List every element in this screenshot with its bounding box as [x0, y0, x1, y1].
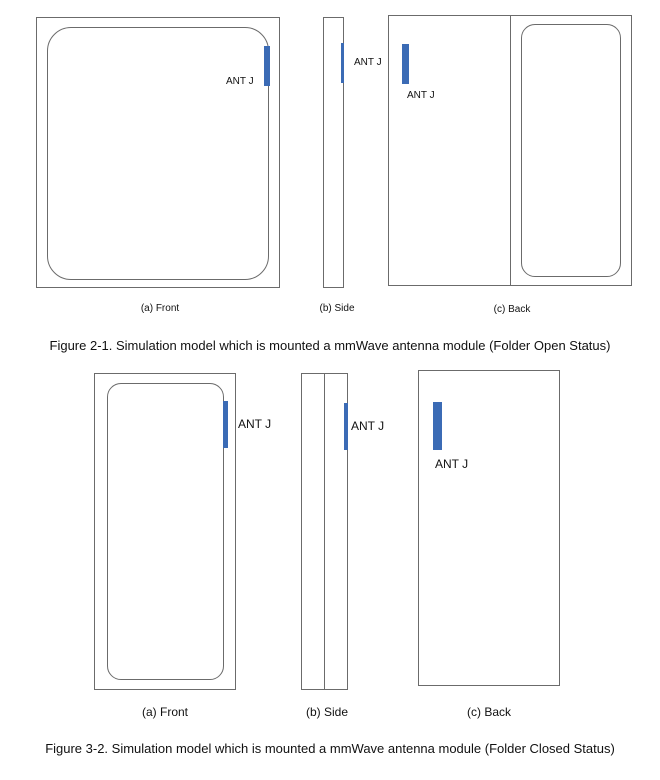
open-back-subcaption: (c) Back [493, 304, 531, 315]
open-back-antenna-label: ANT J [407, 90, 435, 101]
open-side-subcaption: (b) Side [319, 303, 355, 314]
open-back-screen [521, 24, 621, 277]
open-front-antenna-label: ANT J [226, 76, 254, 87]
closed-back-antenna [433, 402, 442, 450]
open-back-fold-line [510, 16, 511, 285]
open-side-view [323, 17, 344, 288]
open-back-view [388, 15, 632, 286]
closed-side-subcaption: (b) Side [305, 705, 349, 719]
open-front-subcaption: (a) Front [140, 303, 180, 314]
closed-front-subcaption: (a) Front [141, 705, 189, 719]
open-front-view [36, 17, 280, 288]
open-back-antenna [402, 44, 409, 84]
closed-side-antenna-label: ANT J [351, 419, 385, 433]
closed-back-view [418, 370, 560, 686]
open-side-antenna-label: ANT J [354, 57, 382, 68]
closed-front-view [94, 373, 236, 690]
closed-side-view [301, 373, 348, 690]
open-front-screen [47, 27, 269, 280]
closed-back-subcaption: (c) Back [466, 705, 512, 719]
closed-front-antenna [223, 401, 228, 448]
figure-2-1-caption: Figure 2-1. Simulation model which is mounted a mmWave antenna module (Folder Open Status) [49, 338, 611, 353]
open-front-antenna [264, 46, 270, 86]
closed-front-antenna-label: ANT J [238, 417, 272, 431]
closed-side-fold-line [324, 374, 325, 689]
open-side-antenna [341, 43, 344, 83]
closed-front-screen [107, 383, 224, 680]
closed-back-antenna-label: ANT J [435, 457, 469, 471]
closed-side-antenna [344, 403, 348, 450]
figure-3-2-caption: Figure 3-2. Simulation model which is mounted a mmWave antenna module (Folder Closed Status) [45, 741, 615, 756]
